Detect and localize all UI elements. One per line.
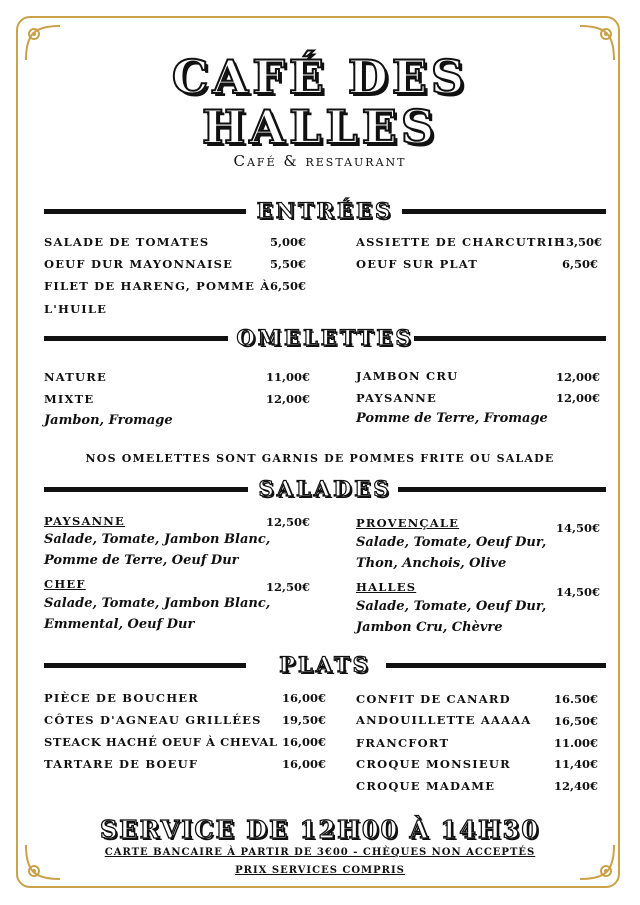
menu-item-desc: Salade, Tomate, Oeuf Dur, <box>356 599 547 614</box>
menu-item-name-cont: L'HUILE <box>44 302 108 316</box>
menu-item-price: 12,40€ <box>554 779 599 793</box>
menu-item-name: JAMBON CRU <box>356 369 459 383</box>
menu-item-name: HALLES <box>356 580 417 594</box>
menu-item-name: CROQUE MONSIEUR <box>356 757 511 771</box>
menu-item-desc: Salade, Tomate, Jambon Blanc, <box>44 532 271 547</box>
menu-item-price: 19,50€ <box>282 713 327 727</box>
menu-item-name: PIÈCE DE BOUCHER <box>44 691 199 705</box>
menu-item-desc: Emmental, Oeuf Dur <box>44 617 195 632</box>
menu-item-name: TARTARE DE BOEUF <box>44 757 199 771</box>
page-title-line1: CAFÉ DES <box>171 50 469 104</box>
menu-item-price: 11.00€ <box>554 736 599 750</box>
menu-item-price: 13,50€ <box>558 235 603 249</box>
menu-item-name: FILET DE HARENG, POMME À <box>44 279 271 293</box>
menu-item-desc: Jambon Cru, Chèvre <box>356 620 503 635</box>
menu-item-price: 16,00€ <box>282 735 327 749</box>
menu-item-desc: Salade, Tomate, Jambon Blanc, <box>44 596 271 611</box>
menu-item-name: STEACK HACHÉ OEUF À CHEVAL <box>44 735 278 749</box>
menu-item-name: CROQUE MADAME <box>356 779 496 793</box>
menu-item-name: ANDOUILLETTE AAAAA <box>356 713 532 727</box>
menu-item-name: FRANCFORT <box>356 736 450 750</box>
section-title: ENTRÉES <box>256 198 394 223</box>
menu-item-name: OEUF SUR PLAT <box>356 257 479 271</box>
menu-item-desc: Jambon, Fromage <box>44 413 173 428</box>
menu-item-price: 12,00€ <box>556 370 601 384</box>
service-hours: SERVICE DE 12H00 À 14H30 <box>99 815 541 844</box>
prices-note: PRIX SERVICES COMPRIS <box>235 865 405 876</box>
menu-item-price: 11,00€ <box>266 370 311 384</box>
menu-item-price: 16,50€ <box>554 714 599 728</box>
menu-item-name: PAYSANNE <box>44 514 125 528</box>
section-header-omelettes <box>44 325 606 351</box>
menu-item-price: 12,00€ <box>556 391 601 405</box>
menu-item-price: 16,00€ <box>282 691 327 705</box>
menu-item-price: 16.50€ <box>554 692 599 706</box>
menu-item-name: CHEF <box>44 577 86 591</box>
menu-item-name: CONFIT DE CANARD <box>356 692 511 706</box>
section-title: OMELETTES <box>236 325 414 350</box>
page-title-line2: HALLES <box>201 100 439 154</box>
menu-item-desc: Thon, Anchois, Olive <box>356 556 507 571</box>
menu-item-name: SALADE DE TOMATES <box>44 235 210 249</box>
section-header-plats <box>44 652 606 678</box>
menu-item-name: PAYSANNE <box>356 391 437 405</box>
menu-item-name: CÔTES D'AGNEAU GRILLÉES <box>44 713 262 727</box>
menu-item-name: PROVENÇALE <box>356 516 460 530</box>
menu-item-price: 12,50€ <box>266 580 311 594</box>
menu-item-price: 14,50€ <box>556 521 601 535</box>
payment-note: CARTE BANCAIRE À PARTIR DE 3€00 - CHÈQUES NON ACCEPTÉS <box>104 847 536 858</box>
menu-item-price: 12,50€ <box>266 515 311 529</box>
section-header-salades <box>44 476 606 502</box>
menu-item-price: 12,00€ <box>266 392 311 406</box>
menu-item-name: ASSIETTE DE CHARCUTRIE <box>356 235 564 249</box>
omelettes-note: NOS OMELETTES SONT GARNIS DE POMMES FRITE OU SALADE <box>85 452 555 465</box>
menu-item-price: 14,50€ <box>556 585 601 599</box>
section-title: PLATS <box>279 652 371 677</box>
menu-item-desc: Salade, Tomate, Oeuf Dur, <box>356 535 547 550</box>
menu-item-price: 16,00€ <box>282 757 327 771</box>
menu-item-price: 11,40€ <box>554 757 599 771</box>
menu-item-name: OEUF DUR MAYONNAISE <box>44 257 234 271</box>
menu-item-desc: Pomme de Terre, Oeuf Dur <box>44 553 239 568</box>
section-header-entrees <box>44 198 606 224</box>
menu-item-price: 5,50€ <box>270 257 307 271</box>
menu-item-price: 5,00€ <box>270 235 307 249</box>
menu-item-price: 6,50€ <box>270 279 307 293</box>
menu-item-name: NATURE <box>44 370 107 384</box>
section-title: SALADES <box>258 476 392 501</box>
menu-item-desc: Pomme de Terre, Fromage <box>356 411 548 426</box>
menu-item-name: MIXTE <box>44 392 95 406</box>
menu-item-price: 6,50€ <box>562 257 599 271</box>
subtitle: Café & restaurant <box>233 152 407 170</box>
